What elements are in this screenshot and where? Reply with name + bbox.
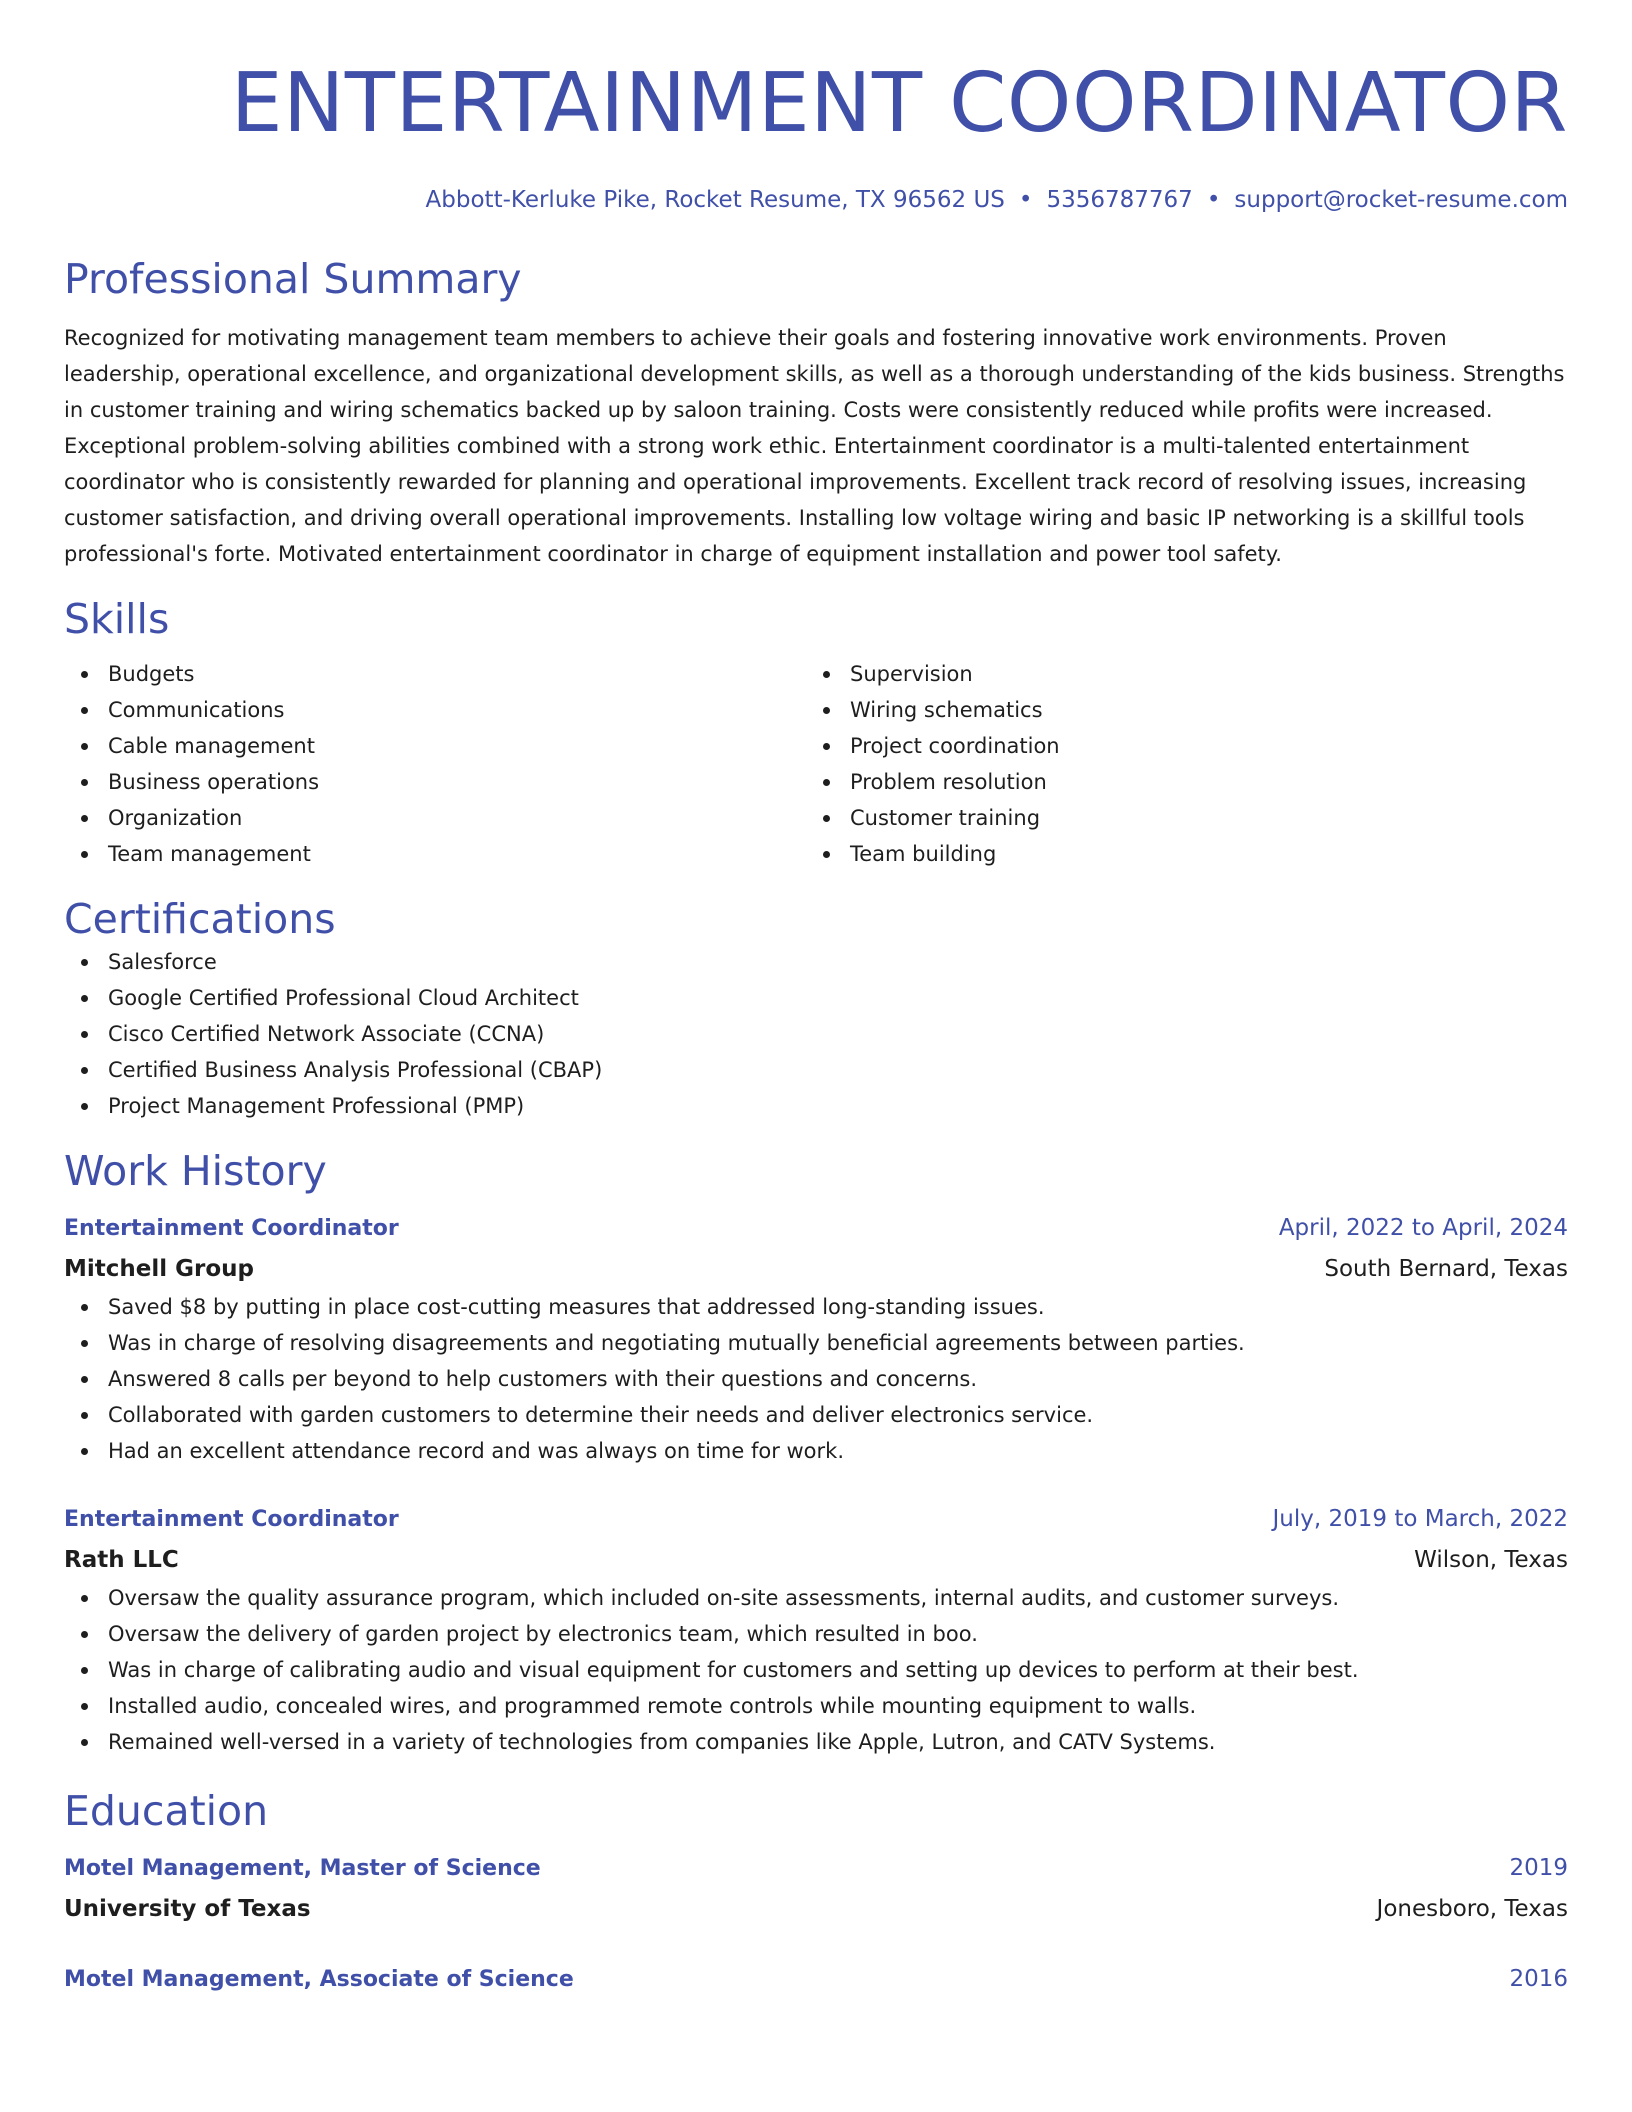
contact-email[interactable]: support@rocket-resume.com: [1234, 187, 1568, 213]
job-bullet: Had an excellent attendance record and was always on time for work.: [64, 1433, 1568, 1469]
job-company: Rath LLC: [64, 1547, 179, 1573]
section-heading-summary: Professional Summary: [64, 255, 522, 303]
skills-list-right: [806, 656, 1548, 872]
work-history-section: [64, 1146, 1568, 1760]
job-dates: April, 2022 to April, 2024: [1278, 1215, 1568, 1241]
job-bullet: Oversaw the quality assurance program, which included on-site assessments, internal audits, and customer surveys.: [64, 1580, 1568, 1616]
skill-item: Budgets: [64, 656, 806, 692]
skill-item: Problem resolution: [806, 764, 1548, 800]
certification-item: Salesforce: [64, 944, 1568, 980]
job-bullet: Was in charge of calibrating audio and visual equipment for customers and setting up devices to perform at their best.: [64, 1652, 1568, 1688]
certification-item: Google Certified Professional Cloud Architect: [64, 980, 1568, 1016]
contact-separator: •: [1206, 187, 1221, 213]
job-bullet-list: [64, 1580, 1568, 1760]
education-school-row: [64, 1889, 1568, 1929]
education-degree: Motel Management, Master of Science: [64, 1856, 541, 1881]
education-year: 2016: [1509, 1966, 1568, 1992]
education-section: [64, 1786, 1568, 2000]
job-company-row: [64, 1249, 1568, 1289]
section-heading-skills: Skills: [64, 595, 170, 643]
job-bullet: Remained well-versed in a variety of technologies from companies like Apple, Lutron, and CATV Systems.: [64, 1724, 1568, 1760]
summary-text: Recognized for motivating management team members to achieve their goals and fostering innovative work environments. Proven leadership, operational excellence, and organizational development skills, as well as a thorough understanding of the kids business. Strengths in customer training and wiring schematics backed up by saloon training. Costs were consistently reduced while profits were increased. Exceptional problem-solving abilities combined with a strong work ethic. Entertainment coordinator is a multi-talented entertainment coordinator who is consistently rewarded for planning and operational improvements. Excellent track record of resolving issues, increasing customer satisfaction, and driving overall operational improvements. Installing low voltage wiring and basic IP networking is a skillful tools professional's forte. Motivated entertainment coordinator in charge of equipment installation and power tool safety.: [64, 326, 1565, 566]
certifications-section: [64, 894, 1568, 1124]
job-entry: [64, 1208, 1568, 1469]
education-header-row: [64, 1959, 1568, 2000]
job-header-row: [64, 1208, 1568, 1249]
skills-column-right: [806, 656, 1548, 872]
job-bullet: Answered 8 calls per beyond to help customers with their questions and concerns.: [64, 1361, 1568, 1397]
education-header-row: [64, 1848, 1568, 1889]
job-location: Wilson, Texas: [1414, 1547, 1568, 1573]
skill-item: Project coordination: [806, 728, 1548, 764]
job-bullet: Collaborated with garden customers to determine their needs and deliver electronics service.: [64, 1397, 1568, 1433]
skill-item: Communications: [64, 692, 806, 728]
job-title: Entertainment Coordinator: [64, 1216, 399, 1241]
resume-title: ENTERTAINMENT COORDINATOR: [230, 56, 1568, 151]
contact-address: Abbott-Kerluke Pike, Rocket Resume, TX 96562 US: [425, 187, 1005, 213]
job-bullet: Saved $8 by putting in place cost-cutting measures that addressed long-standing issues.: [64, 1289, 1568, 1325]
skill-item: Business operations: [64, 764, 806, 800]
skills-section: [64, 594, 1568, 872]
skills-column-left: [64, 656, 806, 872]
contact-separator: •: [1018, 187, 1033, 213]
skill-item: Team building: [806, 836, 1548, 872]
certification-item: Cisco Certified Network Associate (CCNA): [64, 1016, 1568, 1052]
skill-item: Supervision: [806, 656, 1548, 692]
certification-item: Certified Business Analysis Professional (CBAP): [64, 1052, 1568, 1088]
skill-item: Customer training: [806, 800, 1548, 836]
education-entry: [64, 1959, 1568, 2000]
skills-grid: [64, 656, 1568, 872]
education-school: University of Texas: [64, 1896, 311, 1922]
section-heading-certifications: Certifications: [64, 895, 336, 943]
education-degree: Motel Management, Associate of Science: [64, 1967, 574, 1992]
education-year: 2019: [1509, 1855, 1568, 1881]
job-bullet: Installed audio, concealed wires, and programmed remote controls while mounting equipment to walls.: [64, 1688, 1568, 1724]
skills-list-left: [64, 656, 806, 872]
certification-item: Project Management Professional (PMP): [64, 1088, 1568, 1124]
skill-item: Cable management: [64, 728, 806, 764]
job-bullet: Was in charge of resolving disagreements and negotiating mutually beneficial agreements between parties.: [64, 1325, 1568, 1361]
job-title: Entertainment Coordinator: [64, 1507, 399, 1532]
education-location: Jonesboro, Texas: [1376, 1896, 1568, 1922]
job-location: South Bernard, Texas: [1324, 1256, 1568, 1282]
contact-phone: 5356787767: [1046, 187, 1193, 213]
skill-item: Wiring schematics: [806, 692, 1548, 728]
section-heading-work-history: Work History: [64, 1147, 327, 1195]
skill-item: Organization: [64, 800, 806, 836]
job-dates: July, 2019 to March, 2022: [1272, 1506, 1568, 1532]
job-company: Mitchell Group: [64, 1256, 255, 1282]
skill-item: Team management: [64, 836, 806, 872]
job-company-row: [64, 1540, 1568, 1580]
job-bullet-list: [64, 1289, 1568, 1469]
section-heading-education: Education: [64, 1787, 269, 1835]
contact-line: [64, 184, 1568, 216]
job-bullet: Oversaw the delivery of garden project by electronics team, which resulted in boo.: [64, 1616, 1568, 1652]
job-entry: [64, 1499, 1568, 1760]
job-header-row: [64, 1499, 1568, 1540]
resume-page: [64, 0, 1568, 2000]
certifications-list: [64, 944, 1568, 1124]
education-entry: [64, 1848, 1568, 1929]
summary-section: [64, 254, 1568, 572]
